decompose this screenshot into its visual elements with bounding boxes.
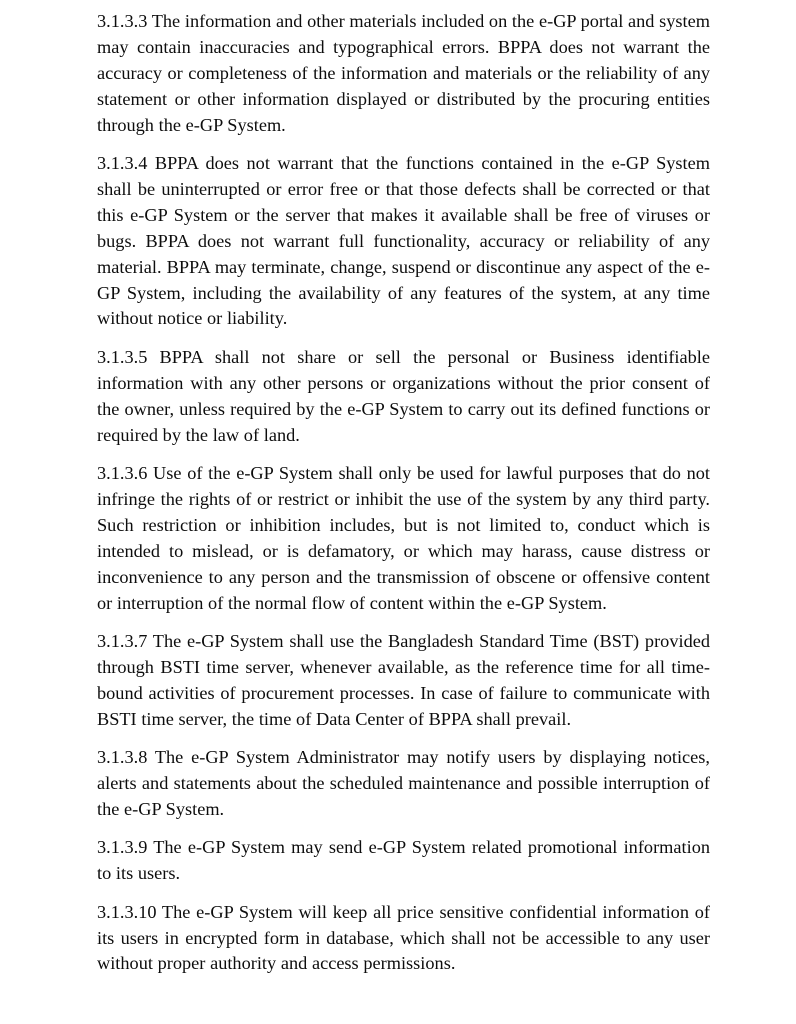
clause-paragraph-3-1-3-7: 3.1.3.7 The e-GP System shall use the Bangladesh Standard Time (BST) provided through BSTI time server, whenever available, as the reference time for all time-bound activities of procurement processes. In case of failure to communicate with BSTI time server, the time of Data Center of BPPA shall prevail. xyxy=(97,630,710,729)
clause-paragraph-3-1-3-10: 3.1.3.10 The e-GP System will keep all price sensitive confidential information of its users in encrypted form in database, which shall not be accessible to any user without proper authority and access permissions. xyxy=(97,901,710,974)
clause-paragraph-3-1-3-9: 3.1.3.9 The e-GP System may send e-GP System related promotional information to its users. xyxy=(97,837,710,884)
clause-paragraph-3-1-3-6: 3.1.3.6 Use of the e-GP System shall only be used for lawful purposes that do not infringe the rights of or restrict or inhibit the use of the system by any third party. Such restriction or inhibition includes, but is not limited to, conduct which is intended to mislead, or is defamatory, or which may harass, cause distress or inconvenience to any person and the transmission of obscene or offensive content or interruption of the normal flow of content within the e-GP System. xyxy=(97,463,710,613)
clause-paragraph-3-1-3-5: 3.1.3.5 BPPA shall not share or sell the personal or Business identifiable information with any other persons or organizations without the prior consent of the owner, unless required by the e-GP System to carry out its defined functions or required by the law of land. xyxy=(97,346,710,445)
clause-paragraph-3-1-3-4: 3.1.3.4 BPPA does not warrant that the functions contained in the e-GP System shall be uninterrupted or error free or that those defects shall be corrected or that this e-GP System or the server that makes it available shall be free of viruses or bugs. BPPA does not warrant full functionality, accuracy or reliability of any material. BPPA may terminate, change, suspend or discontinue any aspect of the e-GP System, including the availability of any features of the system, at any time without notice or liability. xyxy=(97,153,710,329)
clause-paragraph-3-1-3-8: 3.1.3.8 The e-GP System Administrator may notify users by displaying notices, alerts and statements about the scheduled maintenance and possible interruption of the e-GP System. xyxy=(97,747,710,819)
clause-paragraph-3-1-3-3: 3.1.3.3 The information and other materials included on the e-GP portal and system may contain inaccuracies and typographical errors. BPPA does not warrant the accuracy or completeness of the information and materials or the reliability of any statement or other information displayed or distributed by the procuring entities through the e-GP System. xyxy=(97,11,710,135)
document-text-column xyxy=(97,9,710,977)
